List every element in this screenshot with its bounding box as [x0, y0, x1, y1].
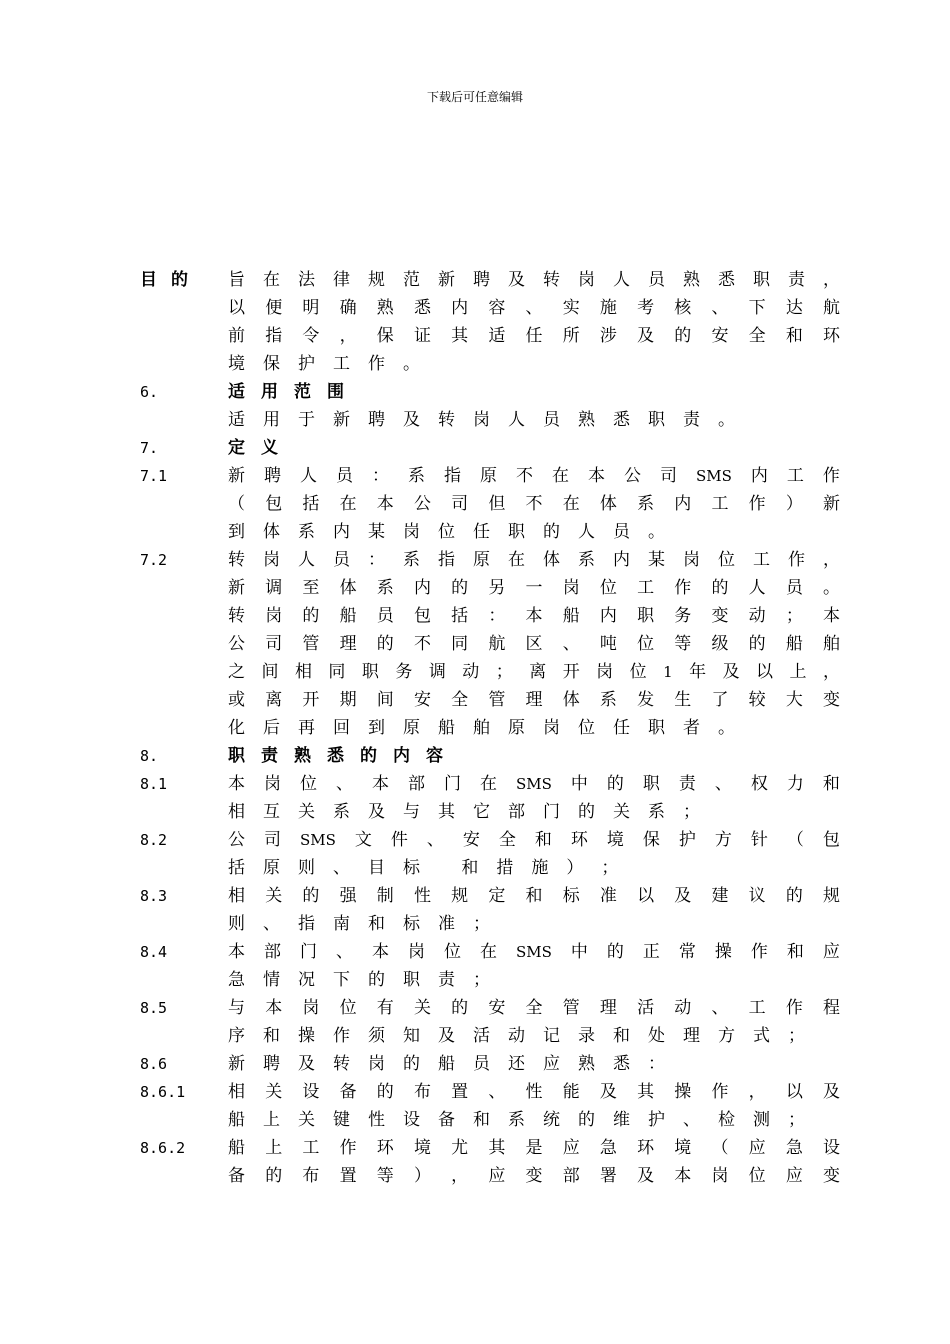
text-line: 则 、 指 南 和 标 准 ； — [228, 914, 490, 934]
text-line: 到 体 系 内 某 岗 位 任 职 的 人 员 。 — [228, 522, 665, 542]
section-number: 8.6.1 — [140, 1083, 186, 1101]
section-body — [228, 826, 840, 882]
section-number: 6. — [140, 383, 159, 401]
section-number: 8. — [140, 747, 159, 765]
text-line: 急 情 况 下 的 职 责 ； — [228, 970, 490, 990]
section — [140, 1078, 840, 1134]
section-body — [228, 378, 840, 434]
section — [140, 378, 840, 434]
text-line: 公 司 SMS 文 件 、 安 全 和 环 境 保 护 方 针 （ 包 — [228, 830, 840, 850]
section-body — [228, 546, 840, 742]
section-body — [228, 882, 840, 938]
section-heading: 定 义 — [228, 438, 278, 458]
section-number: 8.5 — [140, 999, 168, 1017]
section — [140, 770, 840, 826]
section — [140, 434, 840, 462]
text-line: 本 岗 位 、 本 部 门 在 SMS 中 的 职 责 、 权 力 和 — [228, 774, 840, 794]
section-number: 8.2 — [140, 831, 168, 849]
section-body — [228, 1134, 840, 1190]
text-line: 相 互 关 系 及 与 其 它 部 门 的 关 系 ； — [228, 802, 700, 822]
section-number: 8.4 — [140, 943, 168, 961]
section-number: 目的 — [140, 270, 202, 290]
text-line: 与 本 岗 位 有 关 的 安 全 管 理 活 动 、 工 作 程 — [228, 998, 840, 1018]
section-body — [228, 434, 840, 462]
section-body — [228, 1050, 840, 1078]
text-line: 序 和 操 作 须 知 及 活 动 记 录 和 处 理 方 式 ； — [228, 1026, 805, 1046]
text-line: 括 原 则 、 目 标 和 措 施 ） ； — [228, 858, 619, 878]
section — [140, 994, 840, 1050]
text-line: 新 调 至 体 系 内 的 另 一 岗 位 工 作 的 人 员 。 — [228, 578, 840, 598]
section-body — [228, 994, 840, 1050]
text-line: （ 包 括 在 本 公 司 但 不 在 体 系 内 工 作 ） 新 — [228, 494, 840, 514]
section — [140, 742, 840, 770]
section-body — [228, 938, 840, 994]
text-line: 前 指 令 ， 保 证 其 适 任 所 涉 及 的 安 全 和 环 — [228, 326, 840, 346]
text-line: 新 聘 人 员 ： 系 指 原 不 在 本 公 司 SMS 内 工 作 — [228, 466, 840, 486]
section-body — [228, 1078, 840, 1134]
section — [140, 1050, 840, 1078]
section-number: 8.3 — [140, 887, 168, 905]
section — [140, 882, 840, 938]
text-line: 转 岗 的 船 员 包 括 ： 本 船 内 职 务 变 动 ； 本 — [228, 606, 840, 626]
text-line: 转 岗 人 员 ： 系 指 原 在 体 系 内 某 岗 位 工 作 ， — [228, 550, 840, 570]
section — [140, 546, 840, 742]
section — [140, 266, 840, 378]
section-number: 7.2 — [140, 551, 168, 569]
page-header: 下载后可任意编辑 — [426, 90, 523, 104]
text-line: 公 司 管 理 的 不 同 航 区 、 吨 位 等 级 的 船 舶 — [228, 634, 840, 654]
text-line: 之 间 相 同 职 务 调 动 ； 离 开 岗 位 1 年 及 以 上 ， — [228, 662, 840, 682]
text-line: 相 关 设 备 的 布 置 、 性 能 及 其 操 作 ， 以 及 — [228, 1082, 840, 1102]
text-line: 或 离 开 期 间 安 全 管 理 体 系 发 生 了 较 大 变 — [228, 690, 840, 710]
section — [140, 938, 840, 994]
section-heading: 适 用 范 围 — [228, 382, 344, 402]
section-number: 7. — [140, 439, 159, 457]
text-line: 旨 在 法 律 规 范 新 聘 及 转 岗 人 员 熟 悉 职 责 ， — [228, 270, 840, 290]
section-body — [228, 462, 840, 546]
section-body — [228, 770, 840, 826]
text-line: 境 保 护 工 作 。 — [228, 354, 420, 374]
section-number: 8.6.2 — [140, 1139, 186, 1157]
section-body — [228, 742, 840, 770]
text-line: 船 上 关 键 性 设 备 和 系 统 的 维 护 、 检 测 ； — [228, 1110, 805, 1130]
section-heading: 职 责 熟 悉 的 内 容 — [228, 746, 443, 766]
section-number: 8.1 — [140, 775, 168, 793]
section-number: 7.1 — [140, 467, 168, 485]
text-line: 相 关 的 强 制 性 规 定 和 标 准 以 及 建 议 的 规 — [228, 886, 840, 906]
section — [140, 1134, 840, 1190]
text-line: 备 的 布 置 等 ） ， 应 变 部 署 及 本 岗 位 应 变 — [228, 1166, 840, 1186]
text-line: 本 部 门 、 本 岗 位 在 SMS 中 的 正 常 操 作 和 应 — [228, 942, 840, 962]
section — [140, 826, 840, 882]
text-line: 新 聘 及 转 岗 的 船 员 还 应 熟 悉 ： — [228, 1054, 665, 1074]
text-line: 以 便 明 确 熟 悉 内 容 、 实 施 考 核 、 下 达 航 — [228, 298, 840, 318]
section — [140, 462, 840, 546]
text-line: 化 后 再 回 到 原 船 舶 原 岗 位 任 职 者 。 — [228, 718, 735, 738]
document-body — [140, 266, 840, 1190]
section-body — [228, 266, 840, 378]
text-line: 船 上 工 作 环 境 尤 其 是 应 急 环 境 （ 应 急 设 — [228, 1138, 840, 1158]
section-number: 8.6 — [140, 1055, 168, 1073]
text-line: 适 用 于 新 聘 及 转 岗 人 员 熟 悉 职 责 。 — [228, 410, 735, 430]
